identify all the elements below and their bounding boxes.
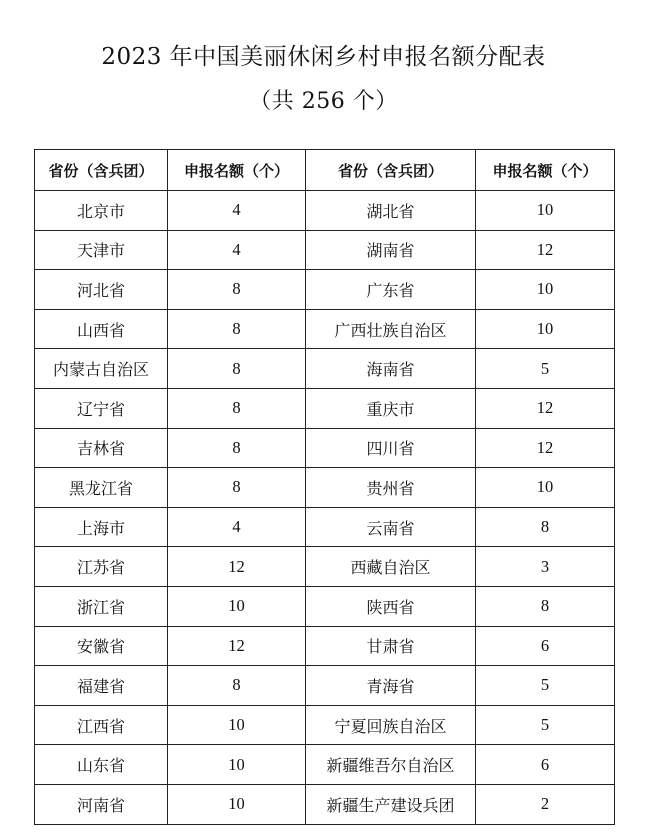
quota-right-cell: 12 xyxy=(476,428,615,468)
table-header-row xyxy=(35,150,615,191)
province-right-cell: 湖北省 xyxy=(306,191,476,231)
province-left-cell: 山西省 xyxy=(35,309,168,349)
quota-right-cell: 10 xyxy=(476,309,615,349)
quota-left-cell: 8 xyxy=(168,388,306,428)
province-right-cell: 陕西省 xyxy=(306,586,476,626)
table-body xyxy=(35,191,615,825)
province-right-cell: 海南省 xyxy=(306,349,476,389)
province-left-cell: 黑龙江省 xyxy=(35,468,168,508)
table-row xyxy=(35,428,615,468)
table-row xyxy=(35,349,615,389)
province-left-cell: 内蒙古自治区 xyxy=(35,349,168,389)
quota-right-cell: 12 xyxy=(476,388,615,428)
province-right-cell: 四川省 xyxy=(306,428,476,468)
quota-left-cell: 10 xyxy=(168,745,306,785)
quota-right-cell: 5 xyxy=(476,349,615,389)
province-right-cell: 广东省 xyxy=(306,270,476,310)
quota-left-cell: 8 xyxy=(168,428,306,468)
table-row xyxy=(35,666,615,706)
table-row xyxy=(35,626,615,666)
quota-left-cell: 10 xyxy=(168,705,306,745)
quota-left-cell: 10 xyxy=(168,784,306,824)
quota-left-cell: 8 xyxy=(168,309,306,349)
quota-left-cell: 4 xyxy=(168,230,306,270)
province-right-cell: 宁夏回族自治区 xyxy=(306,705,476,745)
document-subtitle: （共 256 个） xyxy=(249,89,398,114)
province-right-cell: 湖南省 xyxy=(306,230,476,270)
quota-right-cell: 8 xyxy=(476,586,615,626)
quota-right-cell: 2 xyxy=(476,784,615,824)
table-row xyxy=(35,270,615,310)
quota-left-cell: 8 xyxy=(168,468,306,508)
table-row xyxy=(35,388,615,428)
province-right-cell: 云南省 xyxy=(306,507,476,547)
province-left-cell: 江西省 xyxy=(35,705,168,745)
table-row xyxy=(35,309,615,349)
quota-right-cell: 12 xyxy=(476,230,615,270)
province-right-cell: 新疆维吾尔自治区 xyxy=(306,745,476,785)
province-right-cell: 青海省 xyxy=(306,666,476,706)
table-row xyxy=(35,468,615,508)
quota-left-cell: 8 xyxy=(168,270,306,310)
province-left-cell: 天津市 xyxy=(35,230,168,270)
table-row xyxy=(35,784,615,824)
province-right-cell: 西藏自治区 xyxy=(306,547,476,587)
header-quota-left: 申报名额（个） xyxy=(168,150,306,191)
province-left-cell: 北京市 xyxy=(35,191,168,231)
province-left-cell: 河南省 xyxy=(35,784,168,824)
province-right-cell: 甘肃省 xyxy=(306,626,476,666)
table-row xyxy=(35,586,615,626)
quota-right-cell: 3 xyxy=(476,547,615,587)
province-right-cell: 贵州省 xyxy=(306,468,476,508)
quota-left-cell: 4 xyxy=(168,191,306,231)
quota-left-cell: 8 xyxy=(168,349,306,389)
province-left-cell: 福建省 xyxy=(35,666,168,706)
province-left-cell: 吉林省 xyxy=(35,428,168,468)
province-left-cell: 辽宁省 xyxy=(35,388,168,428)
province-right-cell: 广西壮族自治区 xyxy=(306,309,476,349)
province-left-cell: 江苏省 xyxy=(35,547,168,587)
quota-right-cell: 5 xyxy=(476,666,615,706)
province-left-cell: 安徽省 xyxy=(35,626,168,666)
quota-left-cell: 4 xyxy=(168,507,306,547)
table-row xyxy=(35,547,615,587)
quota-right-cell: 5 xyxy=(476,705,615,745)
quota-table xyxy=(34,149,615,825)
table-row xyxy=(35,745,615,785)
table-row xyxy=(35,507,615,547)
quota-right-cell: 10 xyxy=(476,468,615,508)
quota-left-cell: 10 xyxy=(168,586,306,626)
header-province-right: 省份（含兵团） xyxy=(306,150,476,191)
province-left-cell: 上海市 xyxy=(35,507,168,547)
quota-right-cell: 8 xyxy=(476,507,615,547)
quota-left-cell: 12 xyxy=(168,626,306,666)
province-left-cell: 山东省 xyxy=(35,745,168,785)
province-left-cell: 河北省 xyxy=(35,270,168,310)
quota-right-cell: 6 xyxy=(476,626,615,666)
header-quota-right: 申报名额（个） xyxy=(476,150,615,191)
table-row xyxy=(35,705,615,745)
province-left-cell: 浙江省 xyxy=(35,586,168,626)
quota-right-cell: 6 xyxy=(476,745,615,785)
document-title: 2023 年中国美丽休闲乡村申报名额分配表 xyxy=(101,44,546,70)
quota-right-cell: 10 xyxy=(476,191,615,231)
table-row xyxy=(35,191,615,231)
province-right-cell: 新疆生产建设兵团 xyxy=(306,784,476,824)
quota-left-cell: 12 xyxy=(168,547,306,587)
province-right-cell: 重庆市 xyxy=(306,388,476,428)
quota-right-cell: 10 xyxy=(476,270,615,310)
quota-left-cell: 8 xyxy=(168,666,306,706)
table-row xyxy=(35,230,615,270)
header-province-left: 省份（含兵团） xyxy=(35,150,168,191)
